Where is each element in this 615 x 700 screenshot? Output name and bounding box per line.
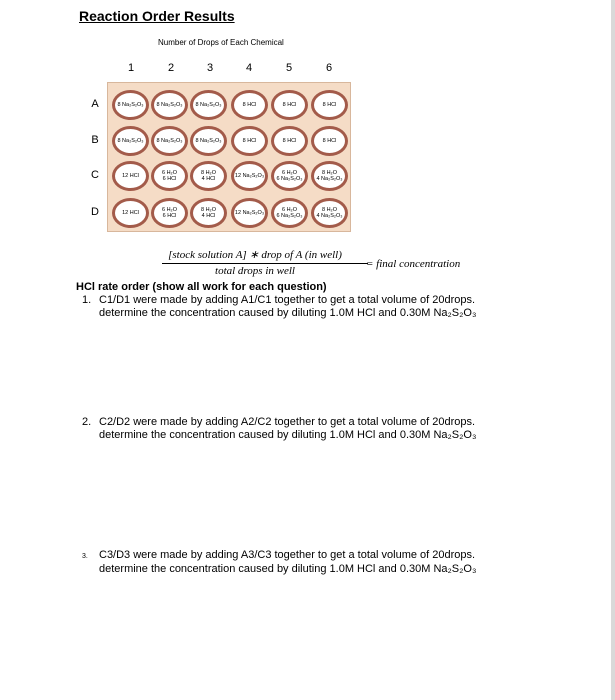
row-letter: A	[91, 98, 99, 110]
well-C6	[311, 161, 348, 191]
well-label: 8 H₂O	[201, 169, 216, 176]
well-label: 6 H₂O	[282, 169, 297, 176]
formula-numerator: [stock solution A] ∗ drop of A (in well)	[168, 249, 342, 261]
question-1	[82, 294, 476, 320]
column-number: 5	[285, 62, 293, 74]
well-label: 6 HCl	[162, 176, 177, 182]
well-C1	[112, 161, 149, 191]
well-label: 12 HCl	[122, 172, 139, 179]
well-label: 6 H₂O	[162, 206, 177, 213]
well-label: 8 Na₂S₂O₃	[117, 101, 144, 108]
well-label: 8 H₂O	[322, 169, 337, 176]
well-A3	[190, 90, 227, 120]
well-label: 8 HCl	[322, 101, 337, 108]
well-D2	[151, 198, 188, 228]
well-A2	[151, 90, 188, 120]
well-D1	[112, 198, 149, 228]
well-label: 6 H₂O	[162, 169, 177, 176]
question-subtext: determine the concentration caused by diluting 1.0M HCl and 0.30M Na₂S₂O₃	[99, 307, 477, 319]
well-label: 8 H₂O	[322, 206, 337, 213]
well-label: 8 HCl	[322, 137, 337, 144]
well-label: 12 Na₂S₂O₃	[234, 209, 265, 216]
question-subtext: determine the concentration caused by diluting 1.0M HCl and 0.30M Na₂S₂O₃	[99, 563, 477, 575]
well-D4	[231, 198, 268, 228]
well-B3	[190, 126, 227, 156]
well-C5	[271, 161, 308, 191]
well-B4	[231, 126, 268, 156]
well-label: 4 HCl	[201, 176, 216, 182]
question-3	[82, 549, 476, 576]
well-label: 8 Na₂S₂O₃	[156, 101, 183, 108]
row-letter: C	[91, 169, 99, 181]
well-label: 6 H₂O	[282, 206, 297, 213]
well-C4	[231, 161, 268, 191]
well-label: 6 HCl	[162, 213, 177, 219]
well-B5	[271, 126, 308, 156]
fraction-bar	[162, 263, 368, 264]
well-label: 4 Na₂S₂O₃	[316, 213, 343, 219]
well-B1	[112, 126, 149, 156]
well-B6	[311, 126, 348, 156]
page-edge-shadow	[611, 0, 615, 700]
formula-result: = final concentration	[366, 258, 461, 270]
well-label: 6 Na₂S₂O₃	[276, 213, 303, 219]
well-label: 8 H₂O	[201, 206, 216, 213]
plate-caption: Number of Drops of Each Chemical	[158, 38, 284, 47]
question-text: C1/D1 were made by adding A1/C1 together to get a total volume of 20drops.	[99, 294, 476, 306]
column-number: 2	[167, 62, 175, 74]
well-label: 6 Na₂S₂O₃	[276, 176, 303, 182]
well-label: 12 HCl	[122, 209, 139, 216]
formula-denominator: total drops in well	[215, 265, 295, 277]
question-text: C3/D3 were made by adding A3/C3 together to get a total volume of 20drops.	[99, 549, 476, 561]
well-label: 8 Na₂S₂O₃	[195, 137, 222, 144]
question-number: 1.	[82, 294, 92, 306]
well-C3	[190, 161, 227, 191]
question-2	[82, 416, 476, 442]
well-label: 8 Na₂S₂O₃	[117, 137, 144, 144]
well-label: 8 HCl	[242, 137, 257, 144]
row-letter: D	[91, 206, 99, 218]
well-A1	[112, 90, 149, 120]
well-label: 4 Na₂S₂O₃	[316, 176, 343, 182]
well-label: 8 HCl	[282, 101, 297, 108]
question-number: 3.	[82, 553, 88, 560]
column-number: 3	[206, 62, 214, 74]
section-heading: HCl rate order (show all work for each question)	[76, 281, 327, 293]
well-A6	[311, 90, 348, 120]
well-label: 12 Na₂S₂O₃	[234, 172, 265, 179]
row-letter: B	[91, 134, 99, 146]
column-number: 4	[245, 62, 253, 74]
well-C2	[151, 161, 188, 191]
page-title: Reaction Order Results	[79, 8, 235, 24]
question-number: 2.	[82, 416, 92, 428]
well-D5	[271, 198, 308, 228]
well-B2	[151, 126, 188, 156]
column-number: 1	[127, 62, 135, 74]
question-text: C2/D2 were made by adding A2/C2 together to get a total volume of 20drops.	[99, 416, 476, 428]
well-A5	[271, 90, 308, 120]
well-D6	[311, 198, 348, 228]
well-D3	[190, 198, 227, 228]
well-label: 8 HCl	[242, 101, 257, 108]
well-label: 4 HCl	[201, 213, 216, 219]
question-subtext: determine the concentration caused by diluting 1.0M HCl and 0.30M Na₂S₂O₃	[99, 429, 477, 441]
well-label: 8 Na₂S₂O₃	[156, 137, 183, 144]
well-label: 8 HCl	[282, 137, 297, 144]
column-number: 6	[325, 62, 333, 74]
well-label: 8 Na₂S₂O₃	[195, 101, 222, 108]
well-A4	[231, 90, 268, 120]
